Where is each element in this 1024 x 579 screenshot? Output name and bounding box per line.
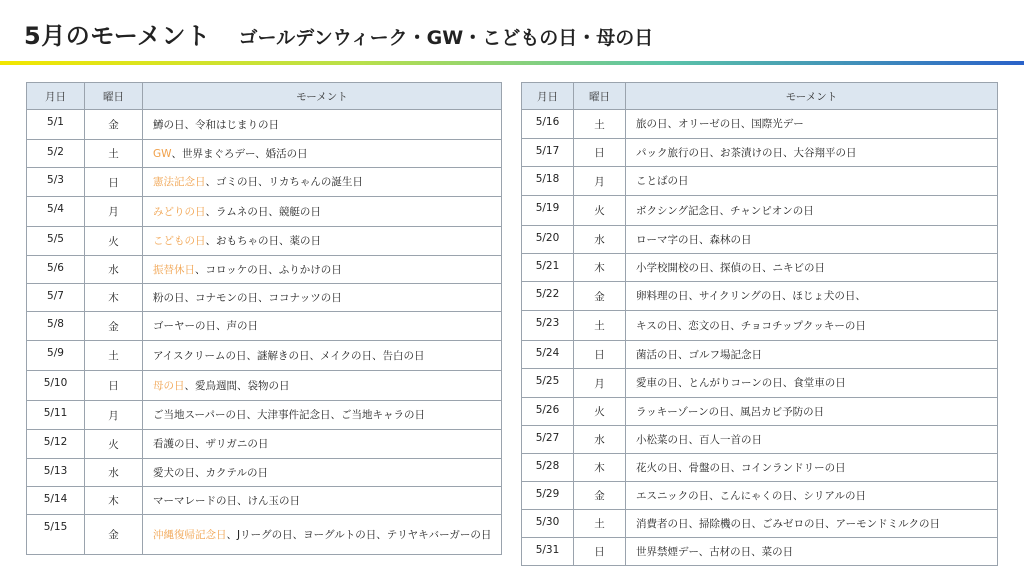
moment-cell xyxy=(626,167,998,196)
weekday-cell: 日 xyxy=(574,341,626,369)
moment-cell xyxy=(143,401,502,430)
moment-text: 、コロッケの日、ふりかけの日 xyxy=(195,263,342,276)
date-cell: 5/15 xyxy=(27,515,85,555)
date-cell: 5/24 xyxy=(522,341,574,369)
moment-text: 鱒の日、令和はじまりの日 xyxy=(153,118,279,131)
table-row xyxy=(27,110,502,140)
date-cell: 5/8 xyxy=(27,312,85,341)
weekday-cell: 木 xyxy=(574,454,626,482)
table-row xyxy=(27,312,502,341)
moment-cell xyxy=(626,139,998,167)
moment-text: 、世界まぐろデー、婚活の日 xyxy=(171,147,308,160)
table-row xyxy=(522,311,998,341)
date-cell: 5/29 xyxy=(522,482,574,510)
moment-text: 愛車の日、とんがりコーンの日、食堂車の日 xyxy=(636,377,846,389)
moments-table-left xyxy=(26,82,502,555)
weekday-cell: 火 xyxy=(85,227,143,256)
moment-cell xyxy=(626,538,998,566)
date-cell: 5/1 xyxy=(27,110,85,140)
moment-text: 世界禁煙デー、古材の日、菜の日 xyxy=(636,545,794,558)
table-row xyxy=(522,426,998,454)
moment-cell xyxy=(626,341,998,369)
moment-text: 旅の日、オリーゼの日、国際光デー xyxy=(636,118,804,130)
moment-text: 小松菜の日、百人一首の日 xyxy=(636,433,762,446)
moment-cell xyxy=(626,311,998,341)
weekday-cell: 金 xyxy=(85,312,143,341)
moment-text: 粉の日、コナモンの日、ココナッツの日 xyxy=(153,291,342,304)
moment-cell xyxy=(626,254,998,282)
header-moment: モーメント xyxy=(143,83,502,110)
table-row xyxy=(522,139,998,167)
moment-text: ゴーヤーの日、声の日 xyxy=(153,320,258,332)
date-cell: 5/9 xyxy=(27,341,85,371)
table-row xyxy=(522,167,998,196)
moment-text: ラッキーゾーンの日、風呂カビ予防の日 xyxy=(636,405,825,418)
moment-cell xyxy=(143,515,502,555)
moment-text: キスの日、恋文の日、チョコチップクッキーの日 xyxy=(636,319,866,332)
table-body-right xyxy=(522,110,998,566)
table-header-row xyxy=(27,83,502,110)
weekday-cell: 火 xyxy=(574,398,626,426)
moment-text: 看護の日、ザリガニの日 xyxy=(153,438,269,450)
weekday-cell: 金 xyxy=(85,110,143,140)
table-row xyxy=(27,459,502,487)
weekday-cell: 金 xyxy=(85,515,143,555)
moment-text: 、おもちゃの日、薬の日 xyxy=(205,235,321,247)
moment-text: 菌活の日、ゴルフ場記念日 xyxy=(636,348,762,361)
moment-cell xyxy=(626,426,998,454)
date-cell: 5/27 xyxy=(522,426,574,454)
weekday-cell: 木 xyxy=(85,487,143,515)
weekday-cell: 日 xyxy=(85,168,143,197)
moment-text: 、愛鳥週間、袋物の日 xyxy=(184,379,290,392)
moment-text: 愛犬の日、カクテルの日 xyxy=(153,466,268,479)
table-row xyxy=(27,168,502,197)
table-row xyxy=(27,341,502,371)
weekday-cell: 木 xyxy=(85,284,143,312)
holiday-highlight: みどりの日 xyxy=(153,205,206,218)
moment-text: 小学校開校の日、探偵の日、ニキビの日 xyxy=(636,261,825,274)
table-row xyxy=(27,401,502,430)
moment-cell xyxy=(626,196,998,226)
date-cell: 5/3 xyxy=(27,168,85,197)
accent-gradient-bar xyxy=(0,61,1024,65)
table-row xyxy=(522,482,998,510)
moment-cell xyxy=(143,168,502,197)
weekday-cell: 日 xyxy=(574,139,626,167)
moment-text: ローマ字の日、森林の日 xyxy=(636,233,752,246)
weekday-cell: 月 xyxy=(574,369,626,398)
weekday-cell: 土 xyxy=(85,140,143,168)
table-row xyxy=(27,197,502,227)
table-row xyxy=(522,282,998,311)
weekday-cell: 土 xyxy=(574,110,626,139)
moment-cell xyxy=(143,312,502,341)
weekday-cell: 土 xyxy=(574,510,626,538)
header-moment: モーメント xyxy=(626,83,998,110)
holiday-highlight: 憲法記念日 xyxy=(153,176,206,188)
moment-text: 、Jリーグの日、ヨーグルトの日、テリヤキバーガーの日 xyxy=(226,528,492,541)
moment-text: ボクシング記念日、チャンピオンの日 xyxy=(636,204,814,217)
moment-cell xyxy=(626,226,998,254)
table-row xyxy=(522,510,998,538)
date-cell: 5/11 xyxy=(27,401,85,430)
date-cell: 5/16 xyxy=(522,110,574,139)
weekday-cell: 日 xyxy=(574,538,626,566)
date-cell: 5/18 xyxy=(522,167,574,196)
table-row xyxy=(522,110,998,139)
weekday-cell: 水 xyxy=(85,459,143,487)
moment-text: アイスクリームの日、謎解きの日、メイクの日、告白の日 xyxy=(153,349,425,362)
date-cell: 5/19 xyxy=(522,196,574,226)
table-body-left xyxy=(27,110,502,555)
header-weekday: 曜日 xyxy=(85,83,143,110)
date-cell: 5/25 xyxy=(522,369,574,398)
moment-cell xyxy=(626,454,998,482)
date-cell: 5/26 xyxy=(522,398,574,426)
date-cell: 5/12 xyxy=(27,430,85,459)
moment-cell xyxy=(143,341,502,371)
weekday-cell: 金 xyxy=(574,282,626,311)
moment-cell xyxy=(626,282,998,311)
holiday-highlight: 振替休日 xyxy=(153,263,195,276)
weekday-cell: 日 xyxy=(85,371,143,401)
weekday-cell: 金 xyxy=(574,482,626,510)
table-row xyxy=(522,226,998,254)
table-row xyxy=(27,256,502,284)
table-row xyxy=(522,398,998,426)
page-subtitle: ゴールデンウィーク・GW・こどもの日・母の日 xyxy=(238,27,654,49)
moment-text: ご当地スーパーの日、大津事件記念日、ご当地キャラの日 xyxy=(153,409,425,421)
moment-cell xyxy=(626,369,998,398)
date-cell: 5/21 xyxy=(522,254,574,282)
moment-cell xyxy=(626,398,998,426)
date-cell: 5/22 xyxy=(522,282,574,311)
moment-cell xyxy=(143,197,502,227)
moment-text: ことばの日 xyxy=(636,175,689,187)
header-weekday: 曜日 xyxy=(574,83,626,110)
table-row xyxy=(27,487,502,515)
moment-cell xyxy=(143,430,502,459)
moment-cell xyxy=(143,110,502,140)
moment-text: 花火の日、骨盤の日、コインランドリーの日 xyxy=(636,461,846,474)
moment-cell xyxy=(626,510,998,538)
moment-cell xyxy=(626,482,998,510)
page-title: 5月のモーメント xyxy=(24,22,211,50)
table-row xyxy=(27,227,502,256)
moment-text: エスニックの日、こんにゃくの日、シリアルの日 xyxy=(636,489,866,502)
date-cell: 5/28 xyxy=(522,454,574,482)
holiday-highlight: GW xyxy=(153,147,172,160)
weekday-cell: 木 xyxy=(574,254,626,282)
table-row xyxy=(27,284,502,312)
table-row xyxy=(27,515,502,555)
date-cell: 5/17 xyxy=(522,139,574,167)
moments-table-right xyxy=(521,82,998,566)
table-header-row xyxy=(522,83,998,110)
table-row xyxy=(522,538,998,566)
moment-text: 、ゴミの日、リカちゃんの誕生日 xyxy=(205,176,363,188)
moment-cell xyxy=(143,487,502,515)
date-cell: 5/6 xyxy=(27,256,85,284)
table-row xyxy=(522,369,998,398)
weekday-cell: 土 xyxy=(85,341,143,371)
weekday-cell: 水 xyxy=(85,256,143,284)
date-cell: 5/10 xyxy=(27,371,85,401)
moment-text: 、ラムネの日、競艇の日 xyxy=(205,205,321,218)
moment-text: 卵料理の日、サイクリングの日、ほじょ犬の日、 xyxy=(636,290,866,302)
weekday-cell: 火 xyxy=(574,196,626,226)
moment-cell xyxy=(143,256,502,284)
moment-cell xyxy=(143,140,502,168)
title-row xyxy=(24,16,653,52)
table-row xyxy=(522,454,998,482)
date-cell: 5/30 xyxy=(522,510,574,538)
date-cell: 5/5 xyxy=(27,227,85,256)
weekday-cell: 水 xyxy=(574,426,626,454)
date-cell: 5/14 xyxy=(27,487,85,515)
weekday-cell: 月 xyxy=(85,197,143,227)
table-row xyxy=(27,371,502,401)
header-date: 月日 xyxy=(27,83,85,110)
table-row xyxy=(522,254,998,282)
date-cell: 5/7 xyxy=(27,284,85,312)
moment-cell xyxy=(143,459,502,487)
weekday-cell: 水 xyxy=(574,226,626,254)
moment-text: マーマレードの日、けん玉の日 xyxy=(153,494,300,507)
weekday-cell: 土 xyxy=(574,311,626,341)
holiday-highlight: 母の日 xyxy=(153,379,185,392)
moment-cell xyxy=(143,371,502,401)
table-row xyxy=(522,196,998,226)
date-cell: 5/13 xyxy=(27,459,85,487)
holiday-highlight: こどもの日 xyxy=(153,235,206,247)
table-row xyxy=(27,140,502,168)
date-cell: 5/23 xyxy=(522,311,574,341)
holiday-highlight: 沖縄復帰記念日 xyxy=(153,528,227,541)
weekday-cell: 月 xyxy=(574,167,626,196)
header-date: 月日 xyxy=(522,83,574,110)
date-cell: 5/2 xyxy=(27,140,85,168)
date-cell: 5/20 xyxy=(522,226,574,254)
weekday-cell: 火 xyxy=(85,430,143,459)
moment-cell xyxy=(143,284,502,312)
table-row xyxy=(27,430,502,459)
moment-text: パック旅行の日、お茶漬けの日、大谷翔平の日 xyxy=(636,146,857,159)
date-cell: 5/31 xyxy=(522,538,574,566)
moment-cell xyxy=(143,227,502,256)
weekday-cell: 月 xyxy=(85,401,143,430)
date-cell: 5/4 xyxy=(27,197,85,227)
moment-cell xyxy=(626,110,998,139)
moment-text: 消費者の日、掃除機の日、ごみゼロの日、アーモンドミルクの日 xyxy=(636,517,940,530)
table-row xyxy=(522,341,998,369)
